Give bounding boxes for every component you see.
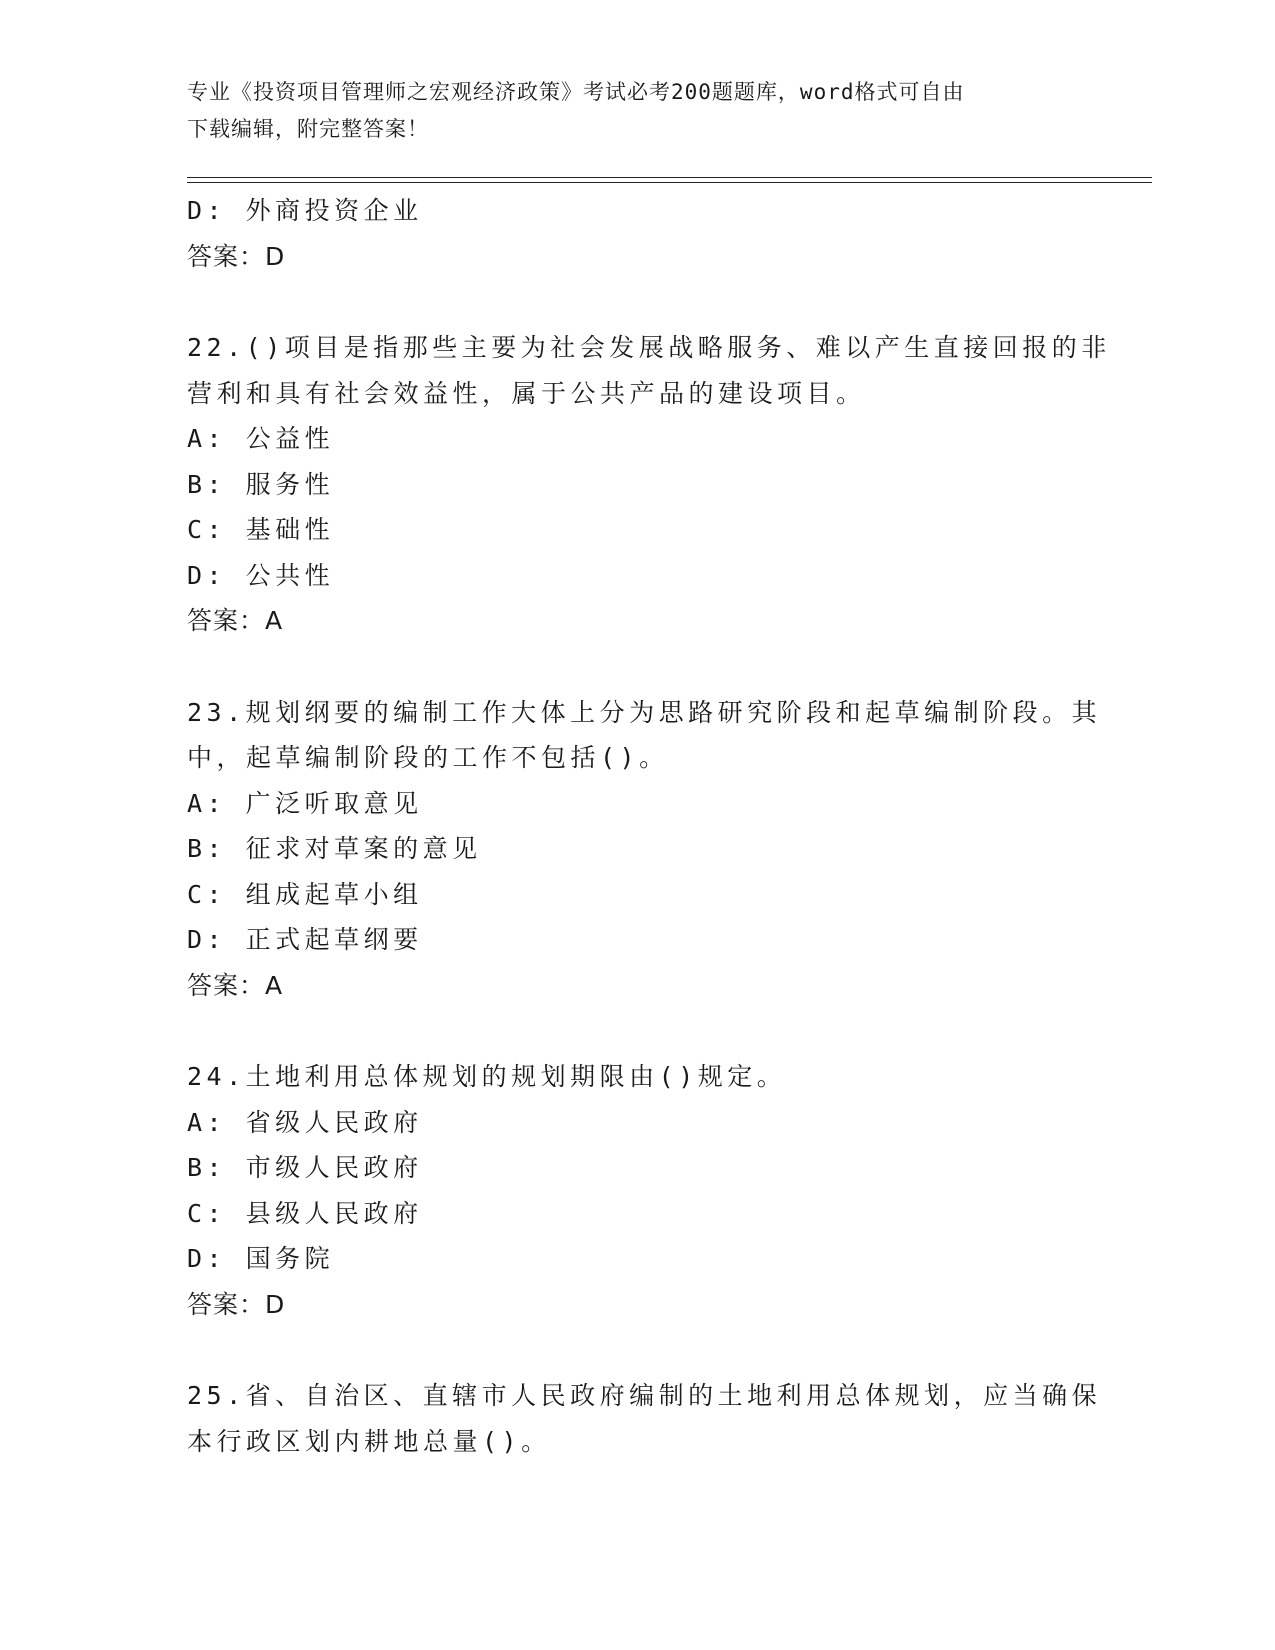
q22-option-d: D: 公共性 [187,560,335,590]
q23-answer: 答案：A [187,970,284,1000]
q21-option-d: D: 外商投资企业 [187,196,423,225]
q24-answer: 答案：D [187,1289,286,1319]
document-header [187,74,1067,148]
q23-option-d: D: 正式起草纲要 [187,925,423,954]
q25-text-line-1: 25.省、自治区、直辖市人民政府编制的土地利用总体规划，应当确保 [187,1381,1102,1410]
q23-text-line-1: 23.规划纲要的编制工作大体上分为思路研究阶段和起草编制阶段。其 [187,697,1102,727]
header-divider-top [187,177,1152,178]
q23-option-b: B: 征求对草案的意见 [187,834,482,863]
q23-option-c: C: 组成起草小组 [187,879,423,909]
header-line-2: 下载编辑，附完整答案！ [187,117,429,141]
q22-text-line-1: 22.()项目是指那些主要为社会发展战略服务、难以产生直接回报的非 [187,333,1111,362]
q24-text-line-1: 24.土地利用总体规划的规划期限由()规定。 [187,1062,787,1091]
question-list [187,188,1111,1464]
q24-option-d: D: 国务院 [187,1244,335,1273]
q25-text-line-2: 本行政区划内耕地总量()。 [187,1426,551,1456]
header-line-1: 专业《投资项目管理师之宏观经济政策》考试必考200题题库，word格式可自由 [187,80,965,104]
q21-answer: 答案：D [187,241,286,271]
q22-text-line-2: 营利和具有社会效益性，属于公共产品的建设项目。 [187,378,866,408]
header-divider-bottom [187,182,1152,183]
q24-option-a: A: 省级人民政府 [187,1107,423,1137]
q22-answer: 答案：A [187,606,284,635]
q24-option-b: B: 市级人民政府 [187,1153,423,1182]
q22-option-c: C: 基础性 [187,515,335,544]
q24-option-c: C: 县级人民政府 [187,1198,423,1228]
q23-text-line-2: 中，起草编制阶段的工作不包括()。 [187,743,669,772]
q22-option-a: A: 公益性 [187,424,335,453]
q23-option-a: A: 广泛听取意见 [187,788,423,818]
q22-option-b: B: 服务性 [187,469,335,499]
